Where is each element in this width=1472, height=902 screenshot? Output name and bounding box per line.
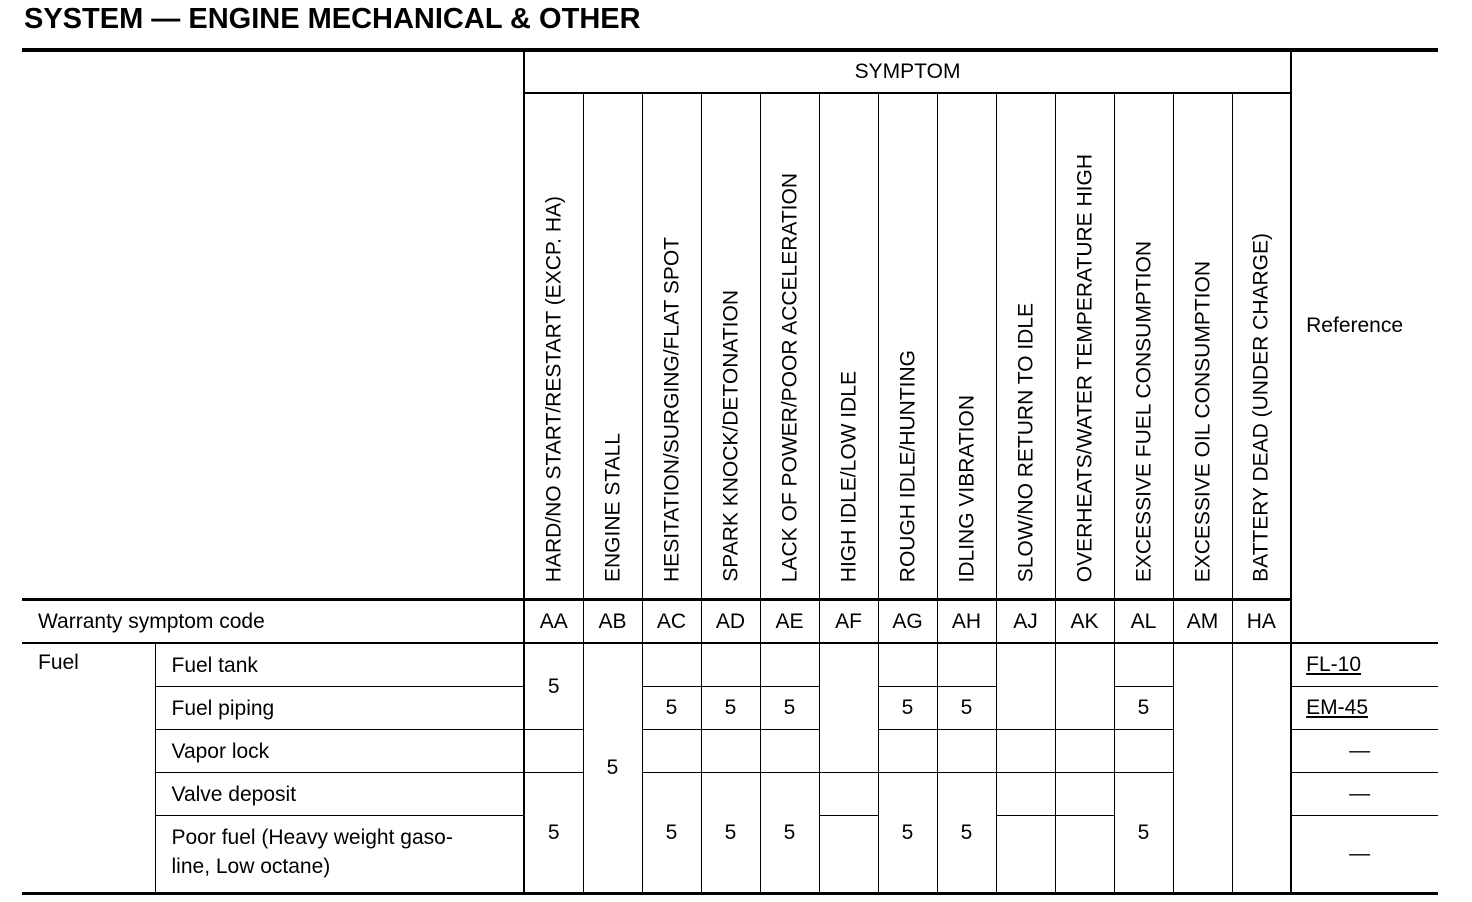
warranty-code: AG [878, 600, 937, 644]
warranty-code: AC [642, 600, 701, 644]
row-item: Fuel piping [155, 687, 524, 730]
symptom-col-ad [701, 93, 760, 600]
symptom-label: EXCESSIVE FUEL CONSUMPTION [1132, 240, 1155, 582]
symptom-col-ab [583, 93, 642, 600]
symptom-label: HESITATION/SURGING/FLAT SPOT [660, 237, 683, 582]
warranty-code: AA [524, 600, 583, 644]
reference-blank [1291, 600, 1438, 644]
symptom-col-am [1173, 93, 1232, 600]
empty-cell [1055, 773, 1114, 816]
empty-cell [760, 643, 819, 687]
empty-cell [701, 643, 760, 687]
symptom-col-aj [996, 93, 1055, 600]
symptom-label: ENGINE STALL [601, 433, 624, 582]
symptom-label: SLOW/NO RETURN TO IDLE [1014, 302, 1037, 582]
empty-cell [1114, 730, 1173, 773]
reference-dash: — [1291, 730, 1438, 773]
row-item-line: Poor fuel (Heavy weight gaso- [171, 826, 453, 849]
warranty-code: AB [583, 600, 642, 644]
value-cell: 5 [524, 773, 583, 894]
symptom-label: EXCESSIVE OIL CONSUMPTION [1191, 260, 1214, 582]
symptom-label: OVERHEATS/WATER TEMPERATURE HIGH [1073, 153, 1096, 582]
value-cell: 5 [1114, 687, 1173, 730]
warranty-code: AE [760, 600, 819, 644]
empty-cell [1055, 816, 1114, 894]
symptom-col-aa [524, 93, 583, 600]
empty-cell [1114, 643, 1173, 687]
empty-cell [1173, 643, 1232, 894]
warranty-code: AK [1055, 600, 1114, 644]
value-cell: 5 [760, 687, 819, 730]
empty-cell [878, 730, 937, 773]
symptom-label: ROUGH IDLE/HUNTING [896, 349, 919, 582]
category-fuel: Fuel [22, 643, 155, 894]
symptom-col-af [819, 93, 878, 600]
reference-link[interactable]: FL-10 [1291, 643, 1438, 687]
value-cell: 5 [937, 773, 996, 894]
symptom-col-ah [937, 93, 996, 600]
row-item-line: line, Low octane) [171, 855, 331, 878]
empty-cell [524, 730, 583, 773]
warranty-code: AF [819, 600, 878, 644]
empty-cell [996, 730, 1055, 773]
symptom-col-al [1114, 93, 1173, 600]
warranty-code: AJ [996, 600, 1055, 644]
empty-cell [1055, 730, 1114, 773]
empty-cell [996, 816, 1055, 894]
warranty-label: Warranty symptom code [22, 600, 524, 644]
warranty-code: AH [937, 600, 996, 644]
empty-cell [642, 730, 701, 773]
reference-link[interactable]: EM-45 [1291, 687, 1438, 730]
empty-cell [878, 643, 937, 687]
empty-cell [996, 773, 1055, 816]
value-cell: 5 [642, 687, 701, 730]
row-item: Valve deposit [155, 773, 524, 816]
row-item: Fuel tank [155, 643, 524, 687]
diagnosis-table [22, 52, 1438, 895]
symptom-label: LACK OF POWER/POOR ACCELERATION [778, 172, 801, 582]
page-title: SYSTEM — ENGINE MECHANICAL & OTHER [24, 3, 641, 35]
empty-cell [760, 730, 819, 773]
reference-dash: — [1291, 816, 1438, 894]
symptom-label: HIGH IDLE/LOW IDLE [837, 370, 860, 582]
warranty-code: AM [1173, 600, 1232, 644]
value-cell: 5 [1114, 773, 1173, 894]
empty-cell [642, 643, 701, 687]
header-blank [22, 52, 524, 600]
row-item: Vapor lock [155, 730, 524, 773]
empty-cell [996, 643, 1055, 730]
empty-cell [701, 730, 760, 773]
symptom-label: HARD/NO START/RESTART (EXCP. HA) [542, 195, 566, 582]
value-cell: 5 [524, 643, 583, 730]
empty-cell [819, 643, 878, 773]
symptom-col-ha [1232, 93, 1291, 600]
reference-header: Reference [1291, 52, 1438, 600]
symptom-label: IDLING VIBRATION [955, 394, 978, 582]
value-cell: 5 [701, 773, 760, 894]
value-cell: 5 [878, 687, 937, 730]
value-cell: 5 [937, 687, 996, 730]
value-cell: 5 [878, 773, 937, 894]
value-cell: 5 [701, 687, 760, 730]
symptom-col-ak [1055, 93, 1114, 600]
symptom-label: SPARK KNOCK/DETONATION [719, 290, 742, 582]
empty-cell [819, 816, 878, 894]
symptom-col-ac [642, 93, 701, 600]
empty-cell [819, 773, 878, 816]
warranty-code: AL [1114, 600, 1173, 644]
symptom-label: BATTERY DEAD (UNDER CHARGE) [1249, 233, 1273, 582]
warranty-code: AD [701, 600, 760, 644]
empty-cell [937, 643, 996, 687]
empty-cell [937, 730, 996, 773]
empty-cell [1055, 643, 1114, 730]
reference-dash: — [1291, 773, 1438, 816]
warranty-code: HA [1232, 600, 1291, 644]
row-item [155, 816, 524, 894]
empty-cell [1232, 643, 1291, 894]
value-cell: 5 [583, 643, 642, 894]
symptom-col-ag [878, 93, 937, 600]
value-cell: 5 [760, 773, 819, 894]
symptom-col-ae [760, 93, 819, 600]
value-cell: 5 [642, 773, 701, 894]
symptom-header: SYMPTOM [524, 52, 1291, 93]
